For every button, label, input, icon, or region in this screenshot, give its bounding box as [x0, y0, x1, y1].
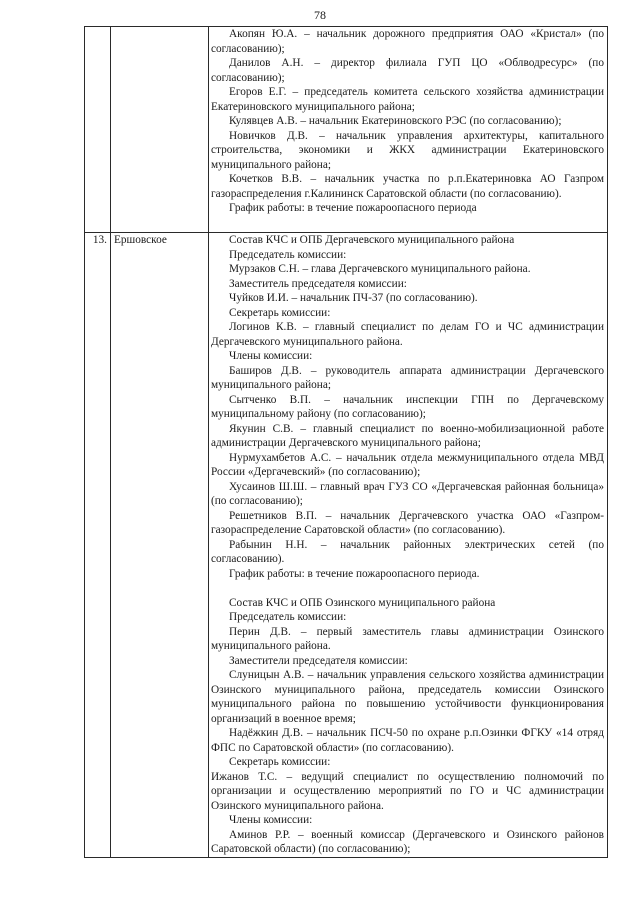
- paragraph: Секретарь комиссии:: [229, 756, 331, 768]
- paragraph: Новичков Д.В. – начальник управления архитектуры, капитального строительства, экономики и ЖКХ администрации Екатериновского муниципального района;: [211, 129, 604, 171]
- paragraph: Нурмухамбетов А.С. – начальник отдела межмуниципального отдела МВД России «Дергачевский» (по согласованию);: [211, 451, 604, 478]
- paragraph: Перин Д.В. – первый заместитель главы администрации Озинского муниципального района.: [211, 625, 604, 652]
- paragraph: Кулявцев А.В. – начальник Екатериновского РЭС (по согласованию);: [229, 115, 562, 127]
- commission-table: [84, 26, 608, 858]
- paragraph: Секретарь комиссии:: [229, 306, 331, 319]
- paragraph: График работы: в течение пожароопасного периода.: [229, 567, 480, 580]
- table-row: [85, 27, 608, 233]
- district-name-cell: Ершовское: [111, 233, 209, 858]
- paragraph: Хусаинов Ш.Ш. – главный врач ГУЗ СО «Дергачевская районная больница» (по согласованию);: [211, 480, 604, 507]
- paragraph: Заместители председателя комиссии:: [229, 654, 408, 667]
- paragraph: Сытченко В.П. – начальник инспекции ГПН по Дергачевскому муниципальному району (по согласованию);: [211, 393, 604, 420]
- commission-composition-cell: [209, 233, 608, 858]
- row-number-cell: [85, 27, 111, 233]
- paragraph: Аминов Р.Р. – военный комиссар (Дергачевского и Озинского районов Саратовской области) (по согласованию);: [211, 828, 604, 855]
- row-number-cell: 13.: [85, 233, 111, 858]
- paragraph: Председатель комиссии:: [229, 248, 347, 261]
- paragraph: Егоров Е.Г. – председатель комитета сельского хозяйства администрации Екатериновского муниципального района;: [211, 86, 604, 113]
- paragraph: Председатель комиссии:: [229, 611, 347, 623]
- paragraph: Слуницын А.В. – начальник управления сельского хозяйства администрации Озинского муниципального района, председатель комиссии Озинского муниципального района по повышению устойчивости функционирования организаций в военное время;: [211, 669, 604, 725]
- paragraph: Решетников В.П. – начальник Дергачевского участка ОАО «Газпром-газораспределение Саратовской области» (по согласованию).: [211, 509, 604, 536]
- paragraph: Мурзаков С.Н. – глава Дергачевского муниципального района.: [229, 263, 531, 275]
- paragraph: Члены комиссии:: [229, 814, 313, 826]
- paragraph: Состав КЧС и ОПБ Дергачевского муниципального района: [229, 234, 515, 246]
- paragraph: Члены комиссии:: [229, 350, 313, 362]
- paragraph: Состав КЧС и ОПБ Озинского муниципального района: [229, 596, 496, 609]
- paragraph: Заместитель председателя комиссии:: [229, 277, 407, 290]
- paragraph: Чуйков И.И. – начальник ПЧ-37 (по согласованию).: [229, 292, 478, 304]
- paragraph: Ижанов Т.С. – ведущий специалист по осуществлению полномочий по организации и осуществлению мероприятий по ГО и ЧС администрации Озинского муниципального района.: [211, 770, 604, 812]
- paragraph: Акопян Ю.А. – начальник дорожного предприятия ОАО «Кристал» (по согласованию);: [211, 28, 604, 55]
- paragraph: Логинов К.В. – главный специалист по делам ГО и ЧС администрации Дергачевского муниципального района.: [211, 321, 604, 348]
- page-number: 78: [314, 8, 326, 22]
- commission-composition-cell: [209, 27, 608, 233]
- paragraph: Баширов Д.В. – руководитель аппарата администрации Дергачевского муниципального района;: [211, 364, 604, 391]
- paragraph: Надёжкин Д.В. – начальник ПСЧ-50 по охране р.п.Озинки ФГКУ «14 отряд ФПС по Саратовской области» (по согласованию).: [211, 727, 604, 754]
- paragraph: Якунин С.В. – главный специалист по военно-мобилизационной работе администрации Дергачевского муниципального района;: [211, 422, 604, 449]
- blank-line: [211, 581, 604, 596]
- paragraph: Кочетков В.В. – начальник участка по р.п.Екатериновка АО Газпром газораспределения г.Калининск Саратовской области (по согласованию).: [211, 173, 604, 200]
- district-name-cell: [111, 27, 209, 233]
- paragraph: Данилов А.Н. – директор филиала ГУП ЦО «Облводресурс» (по согласованию);: [211, 57, 604, 84]
- paragraph: График работы: в течение пожароопасного периода: [229, 202, 477, 214]
- paragraph: Рабынин Н.Н. – начальник районных электрических сетей (по согласованию).: [211, 538, 604, 565]
- table-row: [85, 233, 608, 858]
